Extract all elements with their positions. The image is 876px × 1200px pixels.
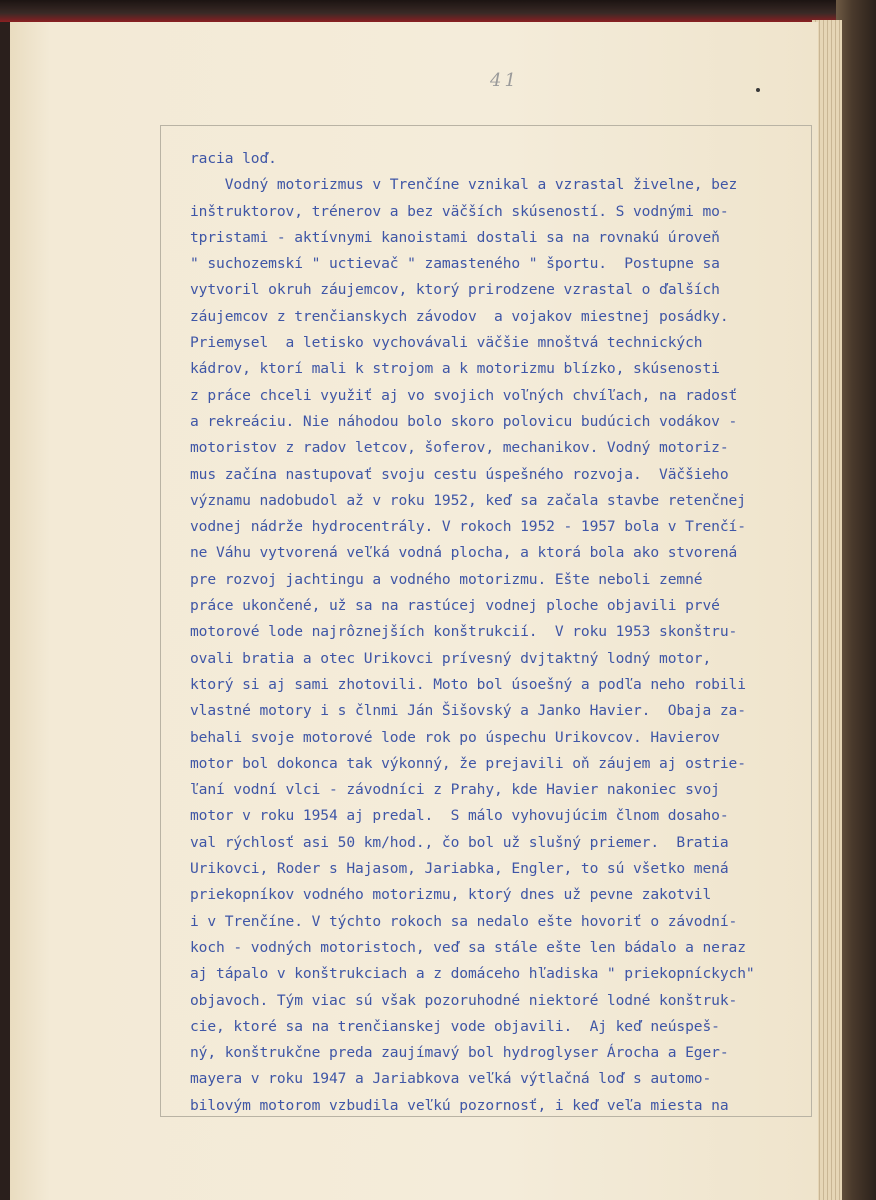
text-line: vytvoril okruh záujemcov, ktorý prirodzene vzrastal o ďalších: [190, 281, 720, 299]
text-line: aj tápalo v konštrukciach a z domáceho hľadiska " priekopníckych": [190, 965, 755, 983]
text-line: významu nadobudol až v roku 1952, keď sa začala stavbe retenčnej: [190, 491, 746, 509]
text-line: priekopníkov vodného motorizmu, ktorý dnes už pevne zakotvil: [190, 886, 712, 904]
text-line: motoristov z radov letcov, šoferov, mechanikov. Vodný motoriz-: [190, 439, 729, 457]
text-line: Vodný motorizmus v Trenčíne vznikal a vzrastal živelne, bez: [190, 176, 738, 194]
text-line: motor bol dokonca tak výkonný, že prejavili oň záujem aj ostrie-: [190, 754, 746, 772]
typewritten-text: [190, 146, 790, 1119]
text-line: i v Trenčíne. V týchto rokoch sa nedalo ešte hovoriť o závodní-: [190, 912, 738, 930]
text-line: objavoch. Tým viac sú však pozoruhodné niektoré lodné konštruk-: [190, 991, 738, 1009]
text-line: behali svoje motorové lode rok po úspechu Urikovcov. Havierov: [190, 728, 720, 746]
text-line: ovali bratia a otec Urikovci prívesný dvjtaktný lodný motor,: [190, 649, 712, 667]
handwritten-page-number: 41: [490, 70, 519, 91]
text-line: z práce chceli využiť aj vo svojich voľných chvíľach, na radosť: [190, 386, 738, 404]
text-line: motorové lode najrôznejších konštrukcií. V roku 1953 skonštru-: [190, 623, 738, 641]
text-line: motor v roku 1954 aj predal. S málo vyhovujúcim člnom dosaho-: [190, 807, 729, 825]
book-cover-top: [0, 0, 876, 22]
text-line: racia loď.: [190, 150, 277, 167]
text-line: vlastné motory i s člnmi Ján Šišovský a Janko Havier. Obaja za-: [190, 702, 746, 720]
text-line: práce ukončené, už sa na rastúcej vodnej ploche objavili prvé: [190, 597, 720, 615]
text-line: ný, konštrukčne preda zaujímavý bol hydroglyser Árocha a Eger-: [190, 1044, 729, 1062]
text-line: mus začína nastupovať svoju cestu úspešného rozvoja. Väčšieho: [190, 465, 729, 483]
text-line: bilovým motorom vzbudila veľkú pozornosť, i keď veľa miesta na: [190, 1096, 729, 1114]
book-cover-right: [836, 0, 876, 1200]
text-line: ktorý si aj sami zhotovili. Moto bol úsoešný a podľa neho robili: [190, 675, 746, 693]
text-line: ľaní vodní vlci - závodníci z Prahy, kde Havier nakoniec svoj: [190, 781, 720, 799]
text-line: a rekreáciu. Nie náhodou bolo skoro polovicu budúcich vodákov -: [190, 412, 738, 430]
text-line: kádrov, ktorí mali k strojom a k motorizmu blízko, skúsenosti: [190, 360, 720, 378]
text-line: pre rozvoj jachtingu a vodného motorizmu. Ešte neboli zemné: [190, 570, 703, 588]
text-line: val rýchlosť asi 50 km/hod., čo bol už slušný priemer. Bratia: [190, 833, 729, 851]
text-line: koch - vodných motoristoch, veď sa stále ešte len bádalo a neraz: [190, 938, 746, 956]
text-line: tpristami - aktívnymi kanoistami dostali sa na rovnakú úroveň: [190, 228, 720, 246]
text-line: záujemcov z trenčianskych závodov a vojakov miestnej posádky.: [190, 307, 729, 325]
ink-dot: [756, 88, 760, 92]
text-line: cie, ktoré sa na trenčianskej vode objavili. Aj keď neúspeš-: [190, 1017, 720, 1035]
text-line: " suchozemskí " uctievač " zamasteného " športu. Postupne sa: [190, 255, 720, 273]
text-line: Urikovci, Roder s Hajasom, Jariabka, Engler, to sú všetko mená: [190, 860, 729, 878]
text-line: vodnej nádrže hydrocentrály. V rokoch 1952 - 1957 bola v Trenčí-: [190, 518, 746, 536]
text-line: ne Váhu vytvorená veľká vodná plocha, a ktorá bola ako stvorená: [190, 544, 738, 562]
text-line: mayera v roku 1947 a Jariabkova veľká výtlačná loď s automo-: [190, 1070, 712, 1088]
text-line: Priemysel a letisko vychovávali väčšie mnoštvá technických: [190, 334, 703, 352]
text-line: inštruktorov, trénerov a bez väčších skúseností. S vodnými mo-: [190, 202, 729, 220]
